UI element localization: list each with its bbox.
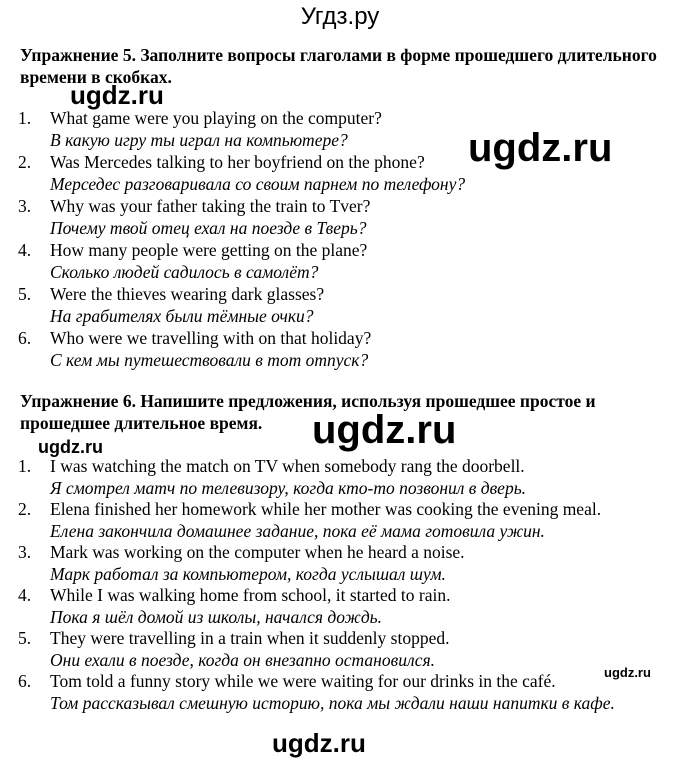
exercise-6-heading: Упражнение 6. Напишите предложения, используя прошедшее простое и прошедшее длительное время.	[20, 391, 596, 433]
english-sentence: How many people were getting on the plane?	[50, 240, 368, 260]
english-sentence: Tom told a funny story while we were waiting for our drinks in the café.	[50, 671, 556, 691]
russian-translation: Том рассказывал смешную историю, пока мы ждали наши напитки в кафе.	[50, 693, 615, 713]
english-sentence: What game were you playing on the computer?	[50, 108, 382, 128]
russian-translation: Пока я шёл домой из школы, начался дождь.	[50, 607, 383, 627]
russian-translation: Елена закончила домашнее задание, пока её мама готовила ужин.	[50, 521, 545, 541]
english-sentence: They were travelling in a train when it suddenly stopped.	[50, 628, 450, 648]
watermark: ugdz.ru	[70, 80, 164, 110]
item-number: 2.	[18, 499, 32, 519]
item-number: 5.	[18, 284, 32, 304]
item-number: 2.	[18, 152, 32, 172]
russian-translation: Марк работал за компьютером, когда услышал шум.	[50, 564, 446, 584]
russian-translation: Почему твой отец ехал на поезде в Тверь?	[50, 218, 367, 238]
english-sentence: Who were we travelling with on that holiday?	[50, 328, 372, 348]
russian-translation: Они ехали в поезде, когда он внезапно остановился.	[50, 650, 436, 670]
russian-translation: Сколько людей садилось в самолёт?	[50, 262, 319, 282]
english-sentence: Mark was working on the computer when he heard a noise.	[50, 542, 465, 562]
russian-translation: В какую игру ты играл на компьютере?	[50, 130, 348, 150]
russian-translation: С кем мы путешествовали в тот отпуск?	[50, 350, 369, 370]
item-number: 5.	[18, 628, 32, 648]
site-title: Угдз.ру	[300, 3, 380, 30]
item-number: 1.	[18, 456, 32, 476]
english-sentence: I was watching the match on TV when somebody rang the doorbell.	[50, 456, 525, 476]
exercise-5-heading: Упражнение 5. Заполните вопросы глаголами в форме прошедшего длительного времени в скобках.	[20, 45, 657, 87]
russian-translation: Мерседес разговаривала со своим парнем по телефону?	[50, 174, 466, 194]
english-sentence: Was Mercedes talking to her boyfriend on the phone?	[50, 152, 425, 172]
watermark: ugdz.ru	[312, 408, 457, 452]
russian-translation: На грабителях были тёмные очки?	[50, 306, 314, 326]
item-number: 6.	[18, 671, 32, 691]
english-sentence: Elena finished her homework while her mother was cooking the evening meal.	[50, 499, 602, 519]
watermark: ugdz.ru	[604, 665, 651, 680]
watermark: ugdz.ru	[38, 437, 103, 457]
english-sentence: While I was walking home from school, it started to rain.	[50, 585, 451, 605]
item-number: 3.	[18, 196, 32, 216]
english-sentence: Why was your father taking the train to Tver?	[50, 196, 371, 216]
item-number: 4.	[18, 240, 32, 260]
watermark: ugdz.ru	[468, 126, 613, 170]
watermark: ugdz.ru	[272, 728, 366, 758]
item-number: 6.	[18, 328, 32, 348]
english-sentence: Were the thieves wearing dark glasses?	[50, 284, 325, 304]
item-number: 3.	[18, 542, 32, 562]
item-number: 1.	[18, 108, 32, 128]
item-number: 4.	[18, 585, 32, 605]
russian-translation: Я смотрел матч по телевизору, когда кто-то позвонил в дверь.	[50, 478, 527, 498]
